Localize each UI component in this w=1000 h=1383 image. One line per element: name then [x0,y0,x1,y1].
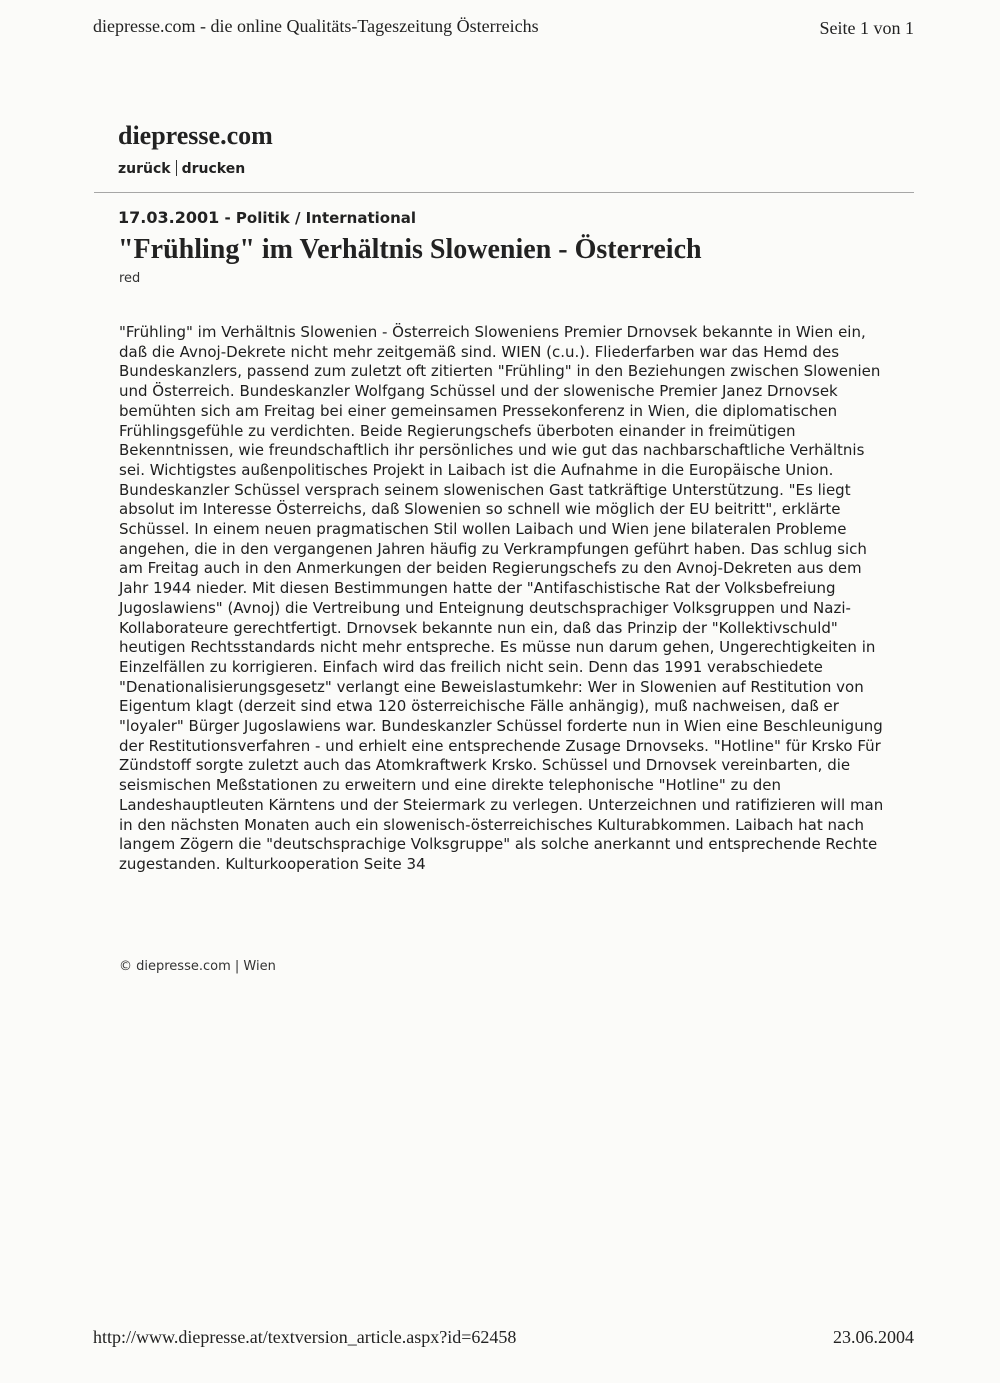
article-meta [118,208,416,227]
print-link[interactable]: drucken [181,161,246,177]
header-divider [94,192,914,193]
copyright-notice: © diepresse.com | Wien [119,959,276,974]
print-footer-date: 23.06.2004 [833,1327,914,1347]
site-logo-text[interactable]: diepresse.com [118,121,273,150]
print-header-site-title: diepresse.com - die online Qualitäts-Tageszeitung Österreichs [93,16,539,36]
print-header-page-indicator: Seite 1 von 1 [819,18,914,38]
article-date: 17.03.2001 [118,208,220,227]
meta-separator: - [219,209,236,227]
article-author: red [119,271,141,286]
article-category: Politik / International [235,209,417,227]
article-body: "Frühling" im Verhältnis Slowenien - Österreich Sloweniens Premier Drnovsek bekannte in Wien ein, daß die Avnoj-Dekrete nicht mehr zeitgemäß sind. WIEN (c.u.). Fliederfarben war das Hemd des Bundeskanzlers, passend zum zuletzt oft zitierten "Frühling" in den Beziehungen zwischen Slowenien und Österreich. Bundeskanzler Wolfgang Schüssel und der slowenische Premier Janez Drnovsek bemühten sich am Freitag bei einer gemeinsamen Pressekonferenz in Wien, die diplomatischen Frühlingsgefühle zu verdichten. Beide Regierungschefs überboten einander in freimütigen Bekenntnissen, wie freundschaftlich ihr persönliches und wie gut das nachbarschaftliche Verhältnis sei. Wichtigstes außenpolitisches Projekt in Laibach ist die Aufnahme in die Europäische Union. Bundeskanzler Schüssel versprach seinem slowenischen Gast tatkräftige Unterstützung. "Es liegt absolut im Interesse Österreichs, daß Slowenien so schnell wie möglich der EU beitritt", erklärte Schüssel. In einem neuen pragmatischen Stil wollen Laibach und Wien jene bilateralen Probleme angehen, die in den vergangenen Jahren häufig zu Verkrampfungen geführt haben. Das schlug sich am Freitag auch in den Anmerkungen der beiden Regierungschefs zu den Avnoj-Dekreten aus dem Jahr 1944 nieder. Mit diesen Bestimmungen hatte der "Antifaschistische Rat der Volksbefreiung Jugoslawiens" (Avnoj) die Vertreibung und Enteignung deutschsprachiger Volksgruppen und Nazi-Kollaborateure gerechtfertigt. Drnovsek bekannte nun ein, daß das Prinzip der "Kollektivschuld" heutigen Rechtsstandards nicht mehr entspreche. Es müsse nun darum gehen, Ungerechtigkeiten in Einzelfällen zu korrigieren. Einfach wird das freilich nicht sein. Denn das 1991 verabschiedete "Denationalisierungsgesetz" verlangt eine Beweislastumkehr: Wer in Slowenien auf Restitution von Eigentum klagt (derzeit sind etwa 120 österreichische Fälle anhängig), muß nachweisen, daß er "loyaler" Bürger Jugoslawiens war. Bundeskanzler Schüssel forderte nun in Wien eine Beschleunigung der Restitutionsverfahren - und erhielt eine entsprechende Zusage Drnovseks. "Hotline" für Krsko Für Zündstoff sorgte zuletzt auch das Atomkraftwerk Krsko. Schüssel und Drnovsek vereinbarten, die seismischen Meßstationen zu erweitern und eine direkte telephonische "Hotline" zu den Landeshauptleuten Kärntens und der Steiermark zu verlegen. Unterzeichnen und ratifizieren will man in den nächsten Monaten auch ein slowenisch-österreichisches Kulturabkommen. Laibach hat nach langem Zögern die "deutschsprachige Volksgruppe" als solche anerkannt und entsprechende Rechte zugestanden. Kulturkooperation Seite 34 [119,323,884,873]
article-title: "Frühling" im Verhältnis Slowenien - Österreich [118,234,702,265]
nav-divider [176,160,177,176]
back-link[interactable]: zurück [118,161,171,177]
print-footer-url: http://www.diepresse.at/textversion_article.aspx?id=62458 [93,1327,517,1347]
article-nav [118,160,245,177]
